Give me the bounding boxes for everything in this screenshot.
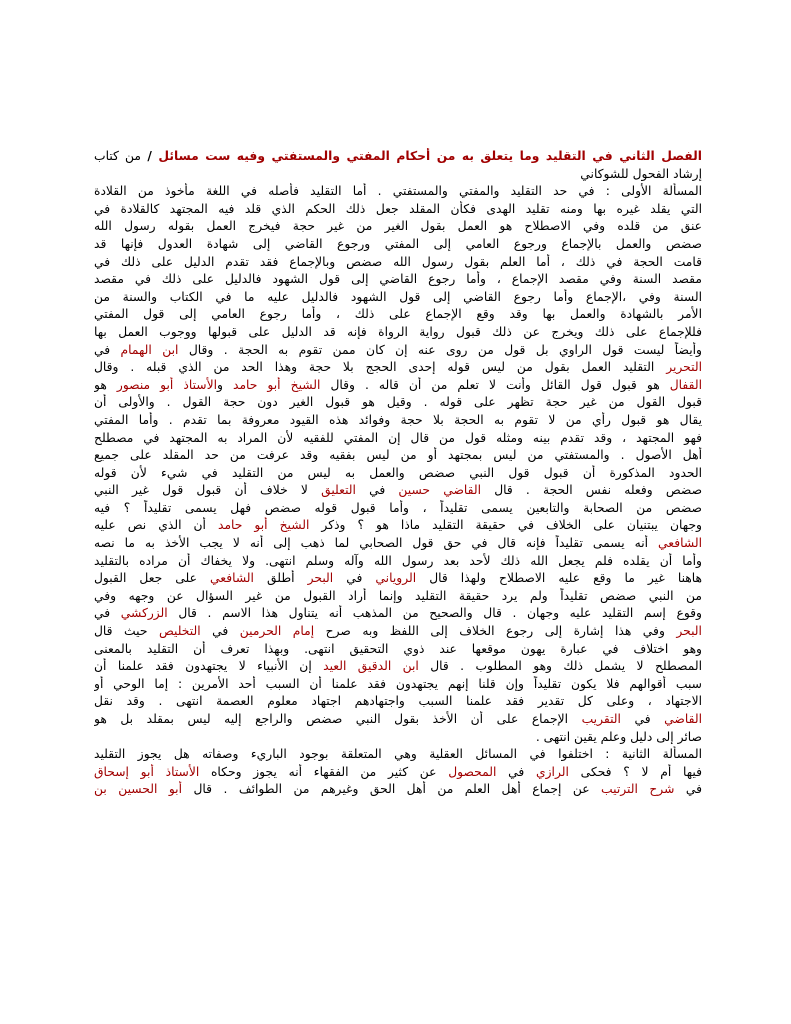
text-line — [94, 658, 702, 676]
text-run: الإجماع على أن الأخذ بقول النبي صضص والراجع إليه ليس بمقلد بل هو — [94, 712, 582, 726]
text-line — [94, 482, 702, 500]
highlighted-name: إمام الحرمين — [239, 624, 315, 639]
highlighted-name: الروياني — [375, 571, 417, 586]
chapter-title: الفصل الثاني في التقليد وما يتعلق به من أحكام المفتي والمستفتي وفيه ست مسائل — [158, 149, 702, 163]
document-header — [94, 148, 702, 166]
text-run: أهل الأصول . والمستفتي من ليس بمجتهد أو من ليس بفقيه وقد عرفت من حد المقلد على جميع — [94, 448, 702, 463]
text-run: لا خلاف أن قبول قول غير النبي — [94, 483, 322, 498]
text-line — [94, 394, 702, 412]
text-run: الأمر بالشهادة والعمل بها وقد وقع الإجماع على ذلك ، وأما رجوع العامي إلى قول المفتي — [94, 307, 702, 322]
text-run: المسألة الثانية : اختلفوا في المسائل العقلية وهي المتعلقة بوجود الباريء وصفاته هل يجوز التقليد — [94, 747, 702, 762]
highlighted-name: الزركشي — [120, 606, 168, 621]
highlighted-name: التقريب — [581, 712, 621, 726]
highlighted-name: الشيخ أبو حامد — [217, 518, 310, 533]
highlighted-name: البحر — [307, 571, 334, 586]
text-run: أنه يسمى تقليداً فإنه قال في حق قول الصحابي لما ذهب إلى أنه لا يجب الأخذ به ما نصه — [94, 536, 659, 551]
source-book: إرشاد الفحول للشوكاني — [580, 166, 702, 181]
text-run: أطلق — [253, 571, 308, 586]
text-run: صضص من الصحابة والتابعين يسمى تقليداً ، وأما قبول قوله صضص فهل يسمى تقليداً ؟ فيه — [94, 500, 702, 515]
text-line — [94, 605, 702, 623]
text-line — [94, 430, 702, 448]
text-run: في — [496, 764, 536, 779]
text-run: التي يقلد غيره بها ومنه تقليد الهدى فكأن المقلد جعل ذلك الحكم الذي قلد فيه المجتهد كالقلادة في — [94, 201, 702, 216]
text-line — [94, 271, 702, 289]
text-line — [94, 201, 702, 219]
text-run: إن الأنبياء لا يجتهدون فقد علمنا أن — [94, 659, 324, 674]
highlighted-name: شرح الترتيب — [601, 782, 675, 797]
text-run: في — [200, 624, 240, 639]
text-run: في — [333, 571, 376, 586]
text-line — [94, 729, 702, 747]
text-run: سبب أقوالهم فلا يكون تقليداً وإن قلنا إنهم يجتهدون فقد علمنا أن السبب أحد الأمرين : إما الوحي أو — [94, 676, 702, 691]
text-line — [94, 236, 702, 254]
text-run: السنة وفي ،الإجماع وأما رجوع القاضي إلى قول الشهود فالدليل عليه ما في الكتاب والسنة من — [94, 289, 702, 304]
text-line — [94, 553, 702, 571]
text-run: في — [94, 342, 121, 357]
text-run: على جعل القبول — [94, 571, 211, 586]
text-run: من النبي صضص تقليداً ولم يرد حقيقة التقليد وإنما أراد القبول من غير السؤال عن وجهه وفي — [94, 588, 702, 603]
text-run: الاجتهاد ، وعلى كل تقدير فقد علمنا السبب واجتهادهم اجتهاد معلوم العصمة انتهى . وقد نقل — [94, 694, 702, 709]
text-line — [94, 218, 702, 236]
text-line — [94, 254, 702, 272]
highlighted-name: القفال — [669, 377, 702, 392]
text-run: فيها أم لا ؟ فحكى — [568, 764, 702, 779]
text-run: عن كثير من الفقهاء أنه يجوز وحكاه — [199, 764, 449, 779]
highlighted-name: الشيخ أبو حامد — [233, 377, 321, 392]
highlighted-name: التعليق — [321, 483, 356, 498]
text-line — [94, 711, 702, 729]
document-page — [94, 148, 702, 799]
text-line — [94, 324, 702, 342]
highlighted-name: ابن الدقيق العيد — [323, 659, 419, 674]
text-run: قبول القول من غير حجة تظهر على قوله . وقيل هو قبول الغير دون حجة القول . والأولى أن — [94, 395, 702, 410]
highlighted-name: التحرير — [666, 360, 702, 375]
text-line — [94, 517, 702, 535]
text-run: هاهنا غير ما وقع عليه الاصطلاح ولهذا قال — [416, 571, 702, 586]
text-line — [94, 306, 702, 324]
text-run: وجهان يبتنيان على الخلاف في حقيقة التقليد ماذا هو ؟ وذكر — [309, 518, 702, 533]
text-line — [94, 377, 702, 395]
text-run: المصطلح لا يشمل ذلك وهو المطلوب . قال — [418, 659, 702, 674]
highlighted-name: الشافعي — [210, 571, 254, 586]
text-run: هو — [94, 377, 117, 392]
text-run: وأيضاً ليست قول الراوي بل قول من روى عنه إن كان ممن تقوم به الحجة . وقال — [178, 342, 702, 357]
text-run: صائر إلى دليل وعلم يقين انتهى . — [535, 729, 702, 744]
text-line — [94, 412, 702, 430]
text-line — [94, 342, 702, 360]
text-run: عنق من قلده وفي الاصطلاح هو العمل بقول الغير من غير حجة فيخرج العمل بقوله رسول الله — [94, 219, 702, 234]
text-run: وقوع إسم التقليد عليه وجهان . قال والصحيح من المذهب أنه يتناول هذا الاسم . قال — [167, 606, 702, 621]
highlighted-name: الأستاذ أبو إسحاق — [94, 764, 200, 779]
text-run: في — [94, 606, 121, 621]
text-line — [94, 781, 702, 799]
text-line — [94, 676, 702, 694]
text-run: يقال هو قبول رأي من لا تقوم به الحجة بلا حجة وفوائد هذه القيود معروفة بما تقدم . وأما المفتي — [94, 412, 702, 427]
text-run: التقليد العمل بقول من ليس قوله إحدى الحجج بلا حجة وهذا الحد من الذي قبله . وقال — [94, 360, 667, 375]
text-run: وفي هذا إشارة إلى رجوع الخلاف إلى اللفظ وبه صرح — [314, 624, 677, 639]
text-line — [94, 764, 702, 782]
text-run: صضص وفعله نفس الحجة . قال — [481, 483, 702, 498]
highlighted-name: القاضي — [664, 712, 702, 726]
text-run: في — [355, 483, 399, 498]
text-run: أن الذي نص عليه — [94, 518, 218, 533]
text-line — [94, 693, 702, 711]
highlighted-name: المحصول — [448, 764, 497, 779]
text-line — [94, 183, 702, 201]
text-run: قامت الحجة في ذلك ، أما العلم بقول رسول الله صضص وبالإجماع فقد تقدم الدليل على ذلك في — [94, 254, 702, 269]
text-line — [94, 641, 702, 659]
highlighted-name: أبو الحسين بن — [94, 782, 183, 797]
text-run: في — [674, 782, 702, 797]
text-line — [94, 465, 702, 483]
text-line — [94, 623, 702, 641]
highlighted-name: الشافعي — [658, 536, 702, 551]
text-line — [94, 746, 702, 764]
highlighted-name: الأستاذ أبو منصور — [116, 377, 218, 392]
source-prefix: من كتاب — [94, 149, 141, 163]
text-run: هو قبول قول القائل وأنت لا تعلم من أن قاله . وقال — [320, 377, 670, 392]
text-run: وهو اختلاف في عبارة يهون موقعها عند ذوي التحقيق انتهى. وبهذا تعرف أن التقليد بالمعنى — [94, 641, 702, 656]
highlighted-name: التخليص — [158, 624, 201, 639]
text-line — [94, 289, 702, 307]
text-run: فللإجماع على ذلك ويخرج عن ذلك قبول رواية الرواة فإنه قد الدليل على قبولها ووجوب العمل بها — [94, 324, 702, 339]
body-text — [94, 183, 702, 799]
text-line — [94, 570, 702, 588]
text-run: مقصد السنة وفي مقصد الإجماع ، وأما رجوع القاضي إلى قول الشهود فالدليل على ذلك في مقصد — [94, 272, 702, 287]
text-line — [94, 500, 702, 518]
text-line — [94, 588, 702, 606]
text-run: حيث قال — [94, 624, 159, 639]
text-run: و — [217, 377, 233, 392]
text-run: صضص والعمل بالإجماع ورجوع العامي إلى المفتي ورجوع القاضي إلى شهادة العدول فإنها قد — [94, 236, 702, 251]
text-run: المسألة الأولى : في حد التقليد والمفتي والمستفتي . أما التقليد فأصله في اللغة مأخوذ من القلادة — [94, 184, 702, 199]
text-run: في — [620, 712, 665, 726]
text-run: عن إجماع أهل العلم من أهل الحق وغيرهم من الطوائف . قال — [182, 782, 602, 797]
highlighted-name: الرازي — [535, 764, 569, 779]
text-line — [94, 359, 702, 377]
text-run: الحدود المذكورة أن قبول قول النبي صضص والعمل به ليس من التقليد في شيء لأن قوله — [94, 465, 702, 480]
highlighted-name: القاضي حسين — [398, 483, 482, 498]
text-line — [94, 447, 702, 465]
highlighted-name: البحر — [676, 624, 702, 639]
text-run: وأما أن يقلده فلم يجعل الله ذلك لأحد بعد رسول الله وآله وسلم انتهى. ولا يخفاك أن مراده بالتقليد — [94, 553, 702, 568]
highlighted-name: ابن الهمام — [120, 342, 179, 357]
text-line — [94, 535, 702, 553]
text-run: فهو المجتهد ، وقد تقدم بينه ومثله قول من قال إن المفتي للفقيه لأن المراد به المجتهد في مصطلح — [94, 430, 702, 445]
title-separator: / — [140, 149, 159, 163]
